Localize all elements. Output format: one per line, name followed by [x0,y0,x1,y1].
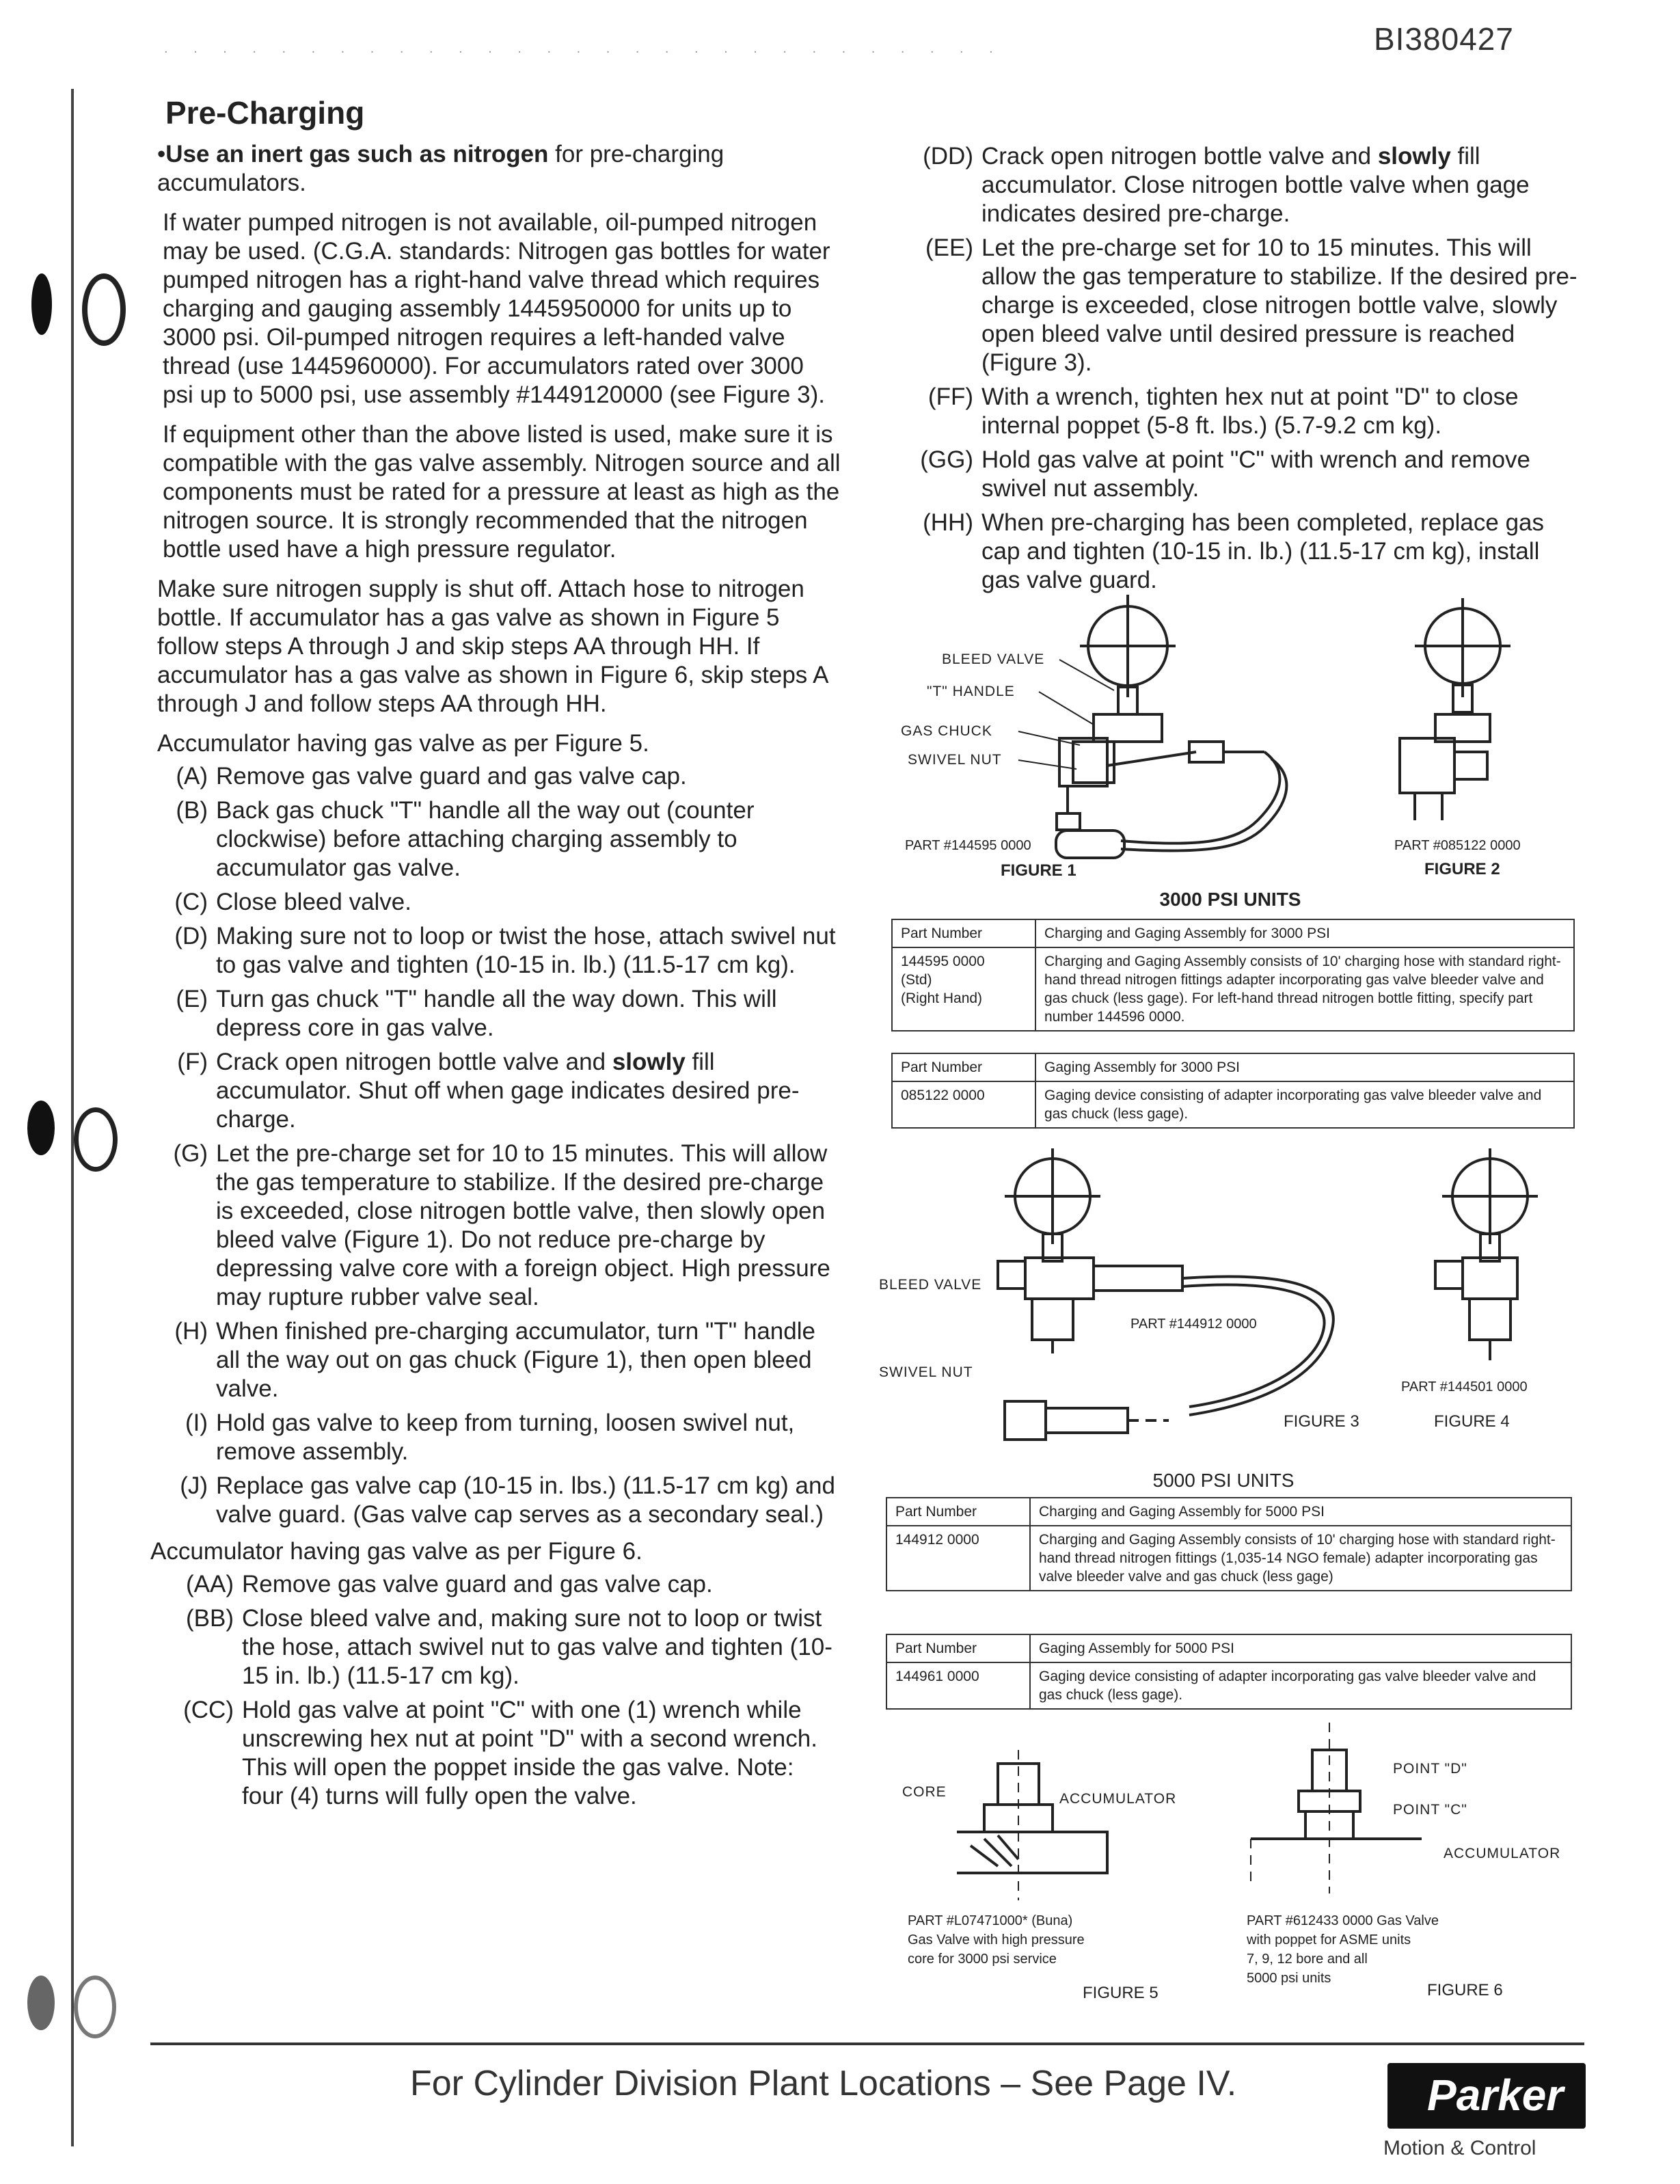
table-cell-description: Charging and Gaging Assembly consists of 10' charging hose with standard right-hand thread nitrogen fittings adapter incorporating gas valve bleeder valve and gas chuck (less gage). For left-hand thread nitrogen bottle fitting, specify part number 144596 0000. [1035,947,1574,1031]
footer-plant-locations: For Cylinder Division Plant Locations – See Page IV. [410,2064,1237,2103]
paragraph-nitrogen-source: If water pumped nitrogen is not available, oil-pumped nitrogen may be used. (C.G.A. standards: Nitrogen gas bottles for water pumped nitrogen has a right-hand valve thread which requires charging and gauging assembly 1445950000 for units up to 3000 psi. Oil-pumped nitrogen requires a left-handed valve thread (use 1445960000). For accumulators rated over 3000 psi up to 5000 psi, use assembly #1449120000 (see Figure 3). [163,209,830,408]
step-text: Turn gas chuck "T" handle all the way down. This will depress core in gas valve. [216,986,777,1041]
table-header-part-number: Part Number [886,1634,1030,1662]
step-text: Back gas chuck "T" handle all the way out (counter clockwise) before attaching charging assembly to accumulator gas valve. [216,797,755,881]
step-label: (EE) [925,234,973,261]
step-c [157,888,841,917]
table-3000-charging-assembly [891,919,1575,1032]
step-label: (J) [180,1472,208,1499]
step-a [157,762,841,791]
figure-4-drawing [1422,1148,1558,1381]
figure-4-part-number: PART #144501 0000 [1401,1379,1528,1394]
callout-gas-chuck: GAS CHUCK [901,723,992,739]
binding-edge-line [71,89,74,2146]
table-header-part-number: Part Number [892,919,1035,947]
footer-divider [150,2043,1584,2045]
punch-ring-bottom [74,1976,116,2038]
table-5000-gaging-assembly [886,1634,1572,1710]
table-3000-gaging-assembly [891,1053,1575,1129]
step-text-part: Crack open nitrogen bottle valve and [981,143,1378,170]
table-cell-description: Gaging device consisting of adapter incorporating gas valve bleeder valve and gas chuck (less gage). [1030,1662,1571,1709]
step-h [157,1317,841,1403]
step-bb [157,1604,841,1690]
step-text: Making sure not to loop or twist the hose, attach swivel nut to gas valve and tighten (10-15 in. lb.) (11.5-17 cm kg). [216,923,836,978]
callout-swivel-nut: SWIVEL NUT [908,752,1002,768]
steps-figure5 [157,762,841,1529]
table-cell-description: Charging and Gaging Assembly consists of 10' charging hose with standard right-hand thread nitrogen fittings (1,035-14 NGO female) adapter incorporating gas valve bleeder valve and gas chuck (less gage) [1030,1526,1571,1591]
section-5000-psi-units: 5000 PSI UNITS [1152,1470,1295,1491]
table-cell-part-number: 144595 0000 (Std) (Right Hand) [892,947,1035,1031]
figure-5-part-note: PART #L07471000* (Buna) Gas Valve with high pressure core for 3000 psi service [908,1913,1085,1967]
punch-hole-bottom [27,1976,55,2030]
callout-accumulator-fig5: ACCUMULATOR [1059,1791,1177,1807]
step-text [216,1048,841,1134]
step-text: With a wrench, tighten hex nut at point "D" to close internal poppet (5-8 ft. lbs.) (5.7-9.2 cm kg). [981,383,1519,439]
step-text: Close bleed valve and, making sure not to loop or twist the hose, attach swivel nut to gas valve and tighten (10-15 in. lb.) (11.5-17 cm kg). [242,1605,832,1689]
step-label: (AA) [186,1571,234,1597]
punch-hole-middle [27,1101,55,1155]
step-j [157,1472,841,1529]
scan-artifact: . . . . . . . . . . . . . . . . . . . . . . . . . . . . . [164,41,1004,56]
step-e [157,985,841,1042]
brand-tagline: Motion & Control [1383,2137,1536,2159]
step-label: (GG) [920,446,973,473]
step-label: (F) [177,1049,208,1075]
step-label: (A) [176,763,208,790]
step-label: (C) [174,889,208,915]
figure-5-caption: FIGURE 5 [1083,1984,1159,2002]
swivel-nut-icon [1005,1401,1046,1440]
step-g [157,1140,841,1312]
step-text-part: Crack open nitrogen bottle valve and [216,1049,612,1075]
step-text-part: fill accumulator. Close nitrogen bottle valve when gage indicates desired pre-charge. [981,143,1530,227]
step-text: Remove gas valve guard and gas valve cap. [216,763,687,790]
step-ee [897,234,1580,377]
step-text: Close bleed valve. [216,889,411,915]
callout-point-c: POINT "C" [1393,1802,1467,1818]
section-3000-psi-units: 3000 PSI UNITS [1159,889,1301,910]
step-i [157,1409,841,1466]
punch-ring-top [82,273,126,346]
step-text [981,142,1580,228]
step-label: (H) [174,1318,208,1345]
figure-1-caption: FIGURE 1 [1001,861,1076,880]
step-text-emphasis: slowly [1377,143,1451,170]
step-ff [897,383,1580,440]
step-label: (E) [176,986,208,1012]
callout-point-d: POINT "D" [1393,1761,1467,1777]
step-text-emphasis: slowly [612,1049,686,1075]
left-column [150,140,841,1816]
bleed-valve-icon [998,1261,1025,1289]
table-cell-part-number: 144961 0000 [886,1662,1030,1709]
figure-2-drawing [1374,595,1538,841]
step-text-part: fill accumulator. Shut off when gage indicates desired pre-charge. [216,1049,800,1133]
step-label: (D) [174,923,208,949]
step-gg [897,446,1580,503]
parker-logo [1387,2063,1586,2129]
table-header-part-number: Part Number [886,1498,1030,1526]
punch-ring-middle [74,1107,118,1172]
step-text: Let the pre-charge set for 10 to 15 minutes. This will allow the gas temperature to stabilize. If the desired pre-charge is exceeded, close nitrogen bottle valve, then slowly open bleed valve (Figure 1). Do not reduce pre-charge by depressing valve core with a foreign object. High pressure may rupture rubber valve seal. [216,1140,830,1310]
step-aa [157,1570,841,1599]
document-code: BI380427 [1374,21,1514,57]
figure-6-caption: FIGURE 6 [1427,1981,1503,1999]
step-label: (FF) [927,383,973,410]
table-header-description: Gaging Assembly for 3000 PSI [1035,1053,1574,1081]
brand-name: Parker [1427,2071,1564,2120]
table-header-description: Charging and Gaging Assembly for 3000 PSI [1035,919,1574,947]
step-label: (I) [185,1410,208,1436]
figure-2-part-number: PART #085122 0000 [1394,838,1521,853]
step-text: Replace gas valve cap (10-15 in. lbs.) (11.5-17 cm kg) and valve guard. (Gas valve cap serves as a secondary seal.) [216,1472,835,1528]
figure-3-swivel-nut-drawing [998,1394,1176,1449]
step-text: Hold gas valve at point "C" with one (1) wrench while unscrewing hex nut at point "D" with a second wrench. This will open the poppet inside the gas valve. Note: four (4) turns will fully open the valve. [242,1697,817,1809]
table-cell-part-number: 085122 0000 [892,1081,1035,1128]
paragraph-compatibility: If equipment other than the above listed is used, make sure it is compatible with the gas valve assembly. Nitrogen source and all components must be rated for a pressure at least as high as the nitrogen source. It is strongly recommended that the nitrogen bottle used have a high pressure regulator. [163,421,841,563]
step-text: When finished pre-charging accumulator, turn "T" handle all the way out on gas chuck (Figure 1), then open bleed valve. [216,1318,815,1402]
step-hh [897,509,1580,595]
intro-paragraph: •Use an inert gas such as nitrogen for pre-charging accumulators. [157,141,724,196]
step-label: (HH) [923,509,973,536]
figure-4-caption: FIGURE 4 [1434,1412,1510,1431]
right-column-steps [897,142,1580,600]
figure-6-part-note: PART #612433 0000 Gas Valve with poppet for ASME units 7, 9, 12 bore and all 5000 psi units [1247,1913,1439,1986]
figure-1-leader-lines [1012,649,1176,772]
figure-2-caption: FIGURE 2 [1424,860,1500,878]
table-header-description: Charging and Gaging Assembly for 5000 PSI [1030,1498,1571,1526]
step-text: When pre-charging has been completed, replace gas cap and tighten (10-15 in. lb.) (11.5-17 cm kg), install gas valve guard. [981,509,1544,593]
table-cell-description: Gaging device consisting of adapter incorporating gas valve bleeder valve and gas chuck (less gage). [1035,1081,1574,1128]
callout-core: CORE [902,1784,947,1800]
figure-5-drawing [943,1750,1162,1907]
step-label: (BB) [186,1605,234,1632]
table-5000-charging-assembly [886,1497,1572,1591]
intro-text: for pre-charging accumulators. [157,141,724,196]
bleed-valve-icon [1435,1261,1463,1289]
figure-1-part-number: PART #144595 0000 [905,838,1031,853]
step-b [157,796,841,882]
intro-bold-text: Use an inert gas such as nitrogen [165,141,549,167]
step-label: (DD) [923,143,973,170]
step-cc [157,1696,841,1811]
step-text: Hold gas valve at point "C" with wrench and remove swivel nut assembly. [981,446,1531,502]
callout-bleed-valve: BLEED VALVE [942,651,1045,667]
step-label: (G) [173,1140,208,1167]
punch-hole-top [31,273,52,335]
step-text: Remove gas valve guard and gas valve cap. [242,1571,713,1597]
table-header-part-number: Part Number [892,1053,1035,1081]
heading-figure5-steps: Accumulator having gas valve as per Figure 5. [157,730,649,757]
step-label: (B) [176,797,208,824]
paragraph-procedure-choice: Make sure nitrogen supply is shut off. Attach hose to nitrogen bottle. If accumulator has a gas valve as shown in Figure 5 follow steps A through J and skip steps AA through HH. If accumulator has a gas valve as shown in Figure 6, skip steps A through J and follow steps AA through HH. [157,576,828,717]
step-label: (CC) [183,1697,234,1723]
gas-chuck-icon [1400,738,1454,793]
callout-bleed-valve-fig3: BLEED VALVE [879,1277,982,1293]
step-dd [897,142,1580,228]
step-text: Hold gas valve to keep from turning, loosen swivel nut, remove assembly. [216,1410,795,1465]
step-text: Let the pre-charge set for 10 to 15 minutes. This will allow the gas temperature to stabilize. If the desired pre-charge is exceeded, close nitrogen bottle valve, slowly open bleed valve until desired pressure is reached (Figure 3). [981,234,1577,376]
callout-accumulator-fig6: ACCUMULATOR [1444,1846,1561,1861]
heading-figure6-steps: Accumulator having gas valve as per Figure 6. [150,1538,642,1565]
steps-figure6 [157,1570,841,1811]
step-d [157,922,841,980]
figure-3-part-number: PART #144912 0000 [1130,1317,1257,1332]
callout-t-handle: "T" HANDLE [927,684,1015,699]
callout-swivel-nut-fig3: SWIVEL NUT [879,1364,973,1380]
table-cell-part-number: 144912 0000 [886,1526,1030,1591]
figure-3-caption: FIGURE 3 [1284,1412,1359,1431]
table-header-description: Gaging Assembly for 5000 PSI [1030,1634,1571,1662]
step-f [157,1048,841,1134]
page-title: Pre-Charging [165,95,365,131]
